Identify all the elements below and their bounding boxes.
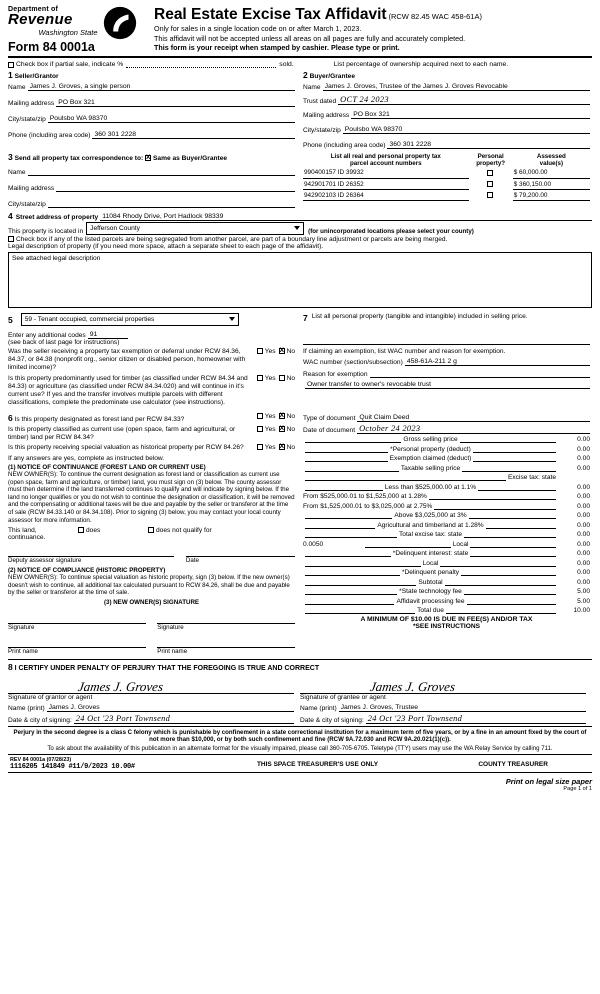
grantee-name-label: Name (print) [300,704,337,712]
current-use-question: Is this property classified as current use (open space, farm and agricultural, or timber) land per RCW 84.34? [8,425,236,442]
tax-line: Total excise tax: state 0.00 [303,530,590,538]
grantee-sig-label: Signature of grantee or agent [300,693,386,701]
correspondence-parcels-section [8,152,592,208]
see-instructions-note: *SEE INSTRUCTIONS [412,623,481,631]
notice-compliance-title: (2) NOTICE OF COMPLIANCE (HISTORIC PROPERTY) [8,566,166,574]
treasurer-use-label: THIS SPACE TREASURER'S USE ONLY [256,761,379,769]
personal-property-checkbox[interactable] [469,190,513,201]
assessed-value-cell[interactable]: $ 60,000.00 [513,168,590,179]
sec7-heading: List all personal property (tangible and intangible) included in selling price. [311,313,528,320]
tax-line: Less than $525,000.00 at 1.1% 0.00 [303,483,590,491]
does-not-label: does not qualify for [156,527,212,535]
grantor-date-label: Date & city of signing: [8,716,72,724]
agency-block [8,6,148,54]
agency-dept: Department of [8,6,59,13]
land-use-code-select[interactable]: 59 - Tenant occupied, commercial properties [21,313,239,326]
assessed-col-header: Assessed value(s) [536,153,566,167]
tax-line: Agricultural and timberland at 1.28% 0.00 [303,521,590,529]
partial-sale-sold-label: sold. [279,61,294,68]
reason-exemption-label: Reason for exemption [303,371,368,378]
parcel-number-cell[interactable]: 942901701 ID 26352 [303,179,469,190]
parcel-table [303,154,590,201]
seller-block [8,70,299,149]
same-as-buyer-label: Same as Buyer/Grantee [153,155,228,162]
does-label: does [86,527,101,535]
seller-heading: Seller/Grantor [14,73,59,80]
grantee-signature-mark[interactable]: James J. Groves [369,678,457,694]
deputy-assessor-label: Deputy assessor signature [8,557,82,565]
seller-number: 1 [8,70,13,80]
tax-line: *State technology fee 5.00 [303,587,590,595]
tax-computation-block [299,411,590,656]
parcel-number-cell[interactable]: 990400157 ID 39932 [303,168,469,179]
seller-mailing-field[interactable]: PO Box 321 [56,97,295,107]
usecode-number: 5 [8,314,13,325]
minimum-due-note: A MINIMUM OF $10.00 IS DUE IN FEE(S) AND/OR TAX [360,616,533,624]
tax-line: Affidavit processing fee 5.00 [303,597,590,605]
header-note-3: This form is your receipt when stamped by cashier. Please type or print. [154,43,400,53]
county-select[interactable]: Jefferson County [86,222,304,235]
assessed-value-cell[interactable]: $ 79,200.00 [513,190,590,201]
title-block [148,6,592,53]
continuance-label: continuance. [8,534,46,542]
same-as-buyer-checkbox[interactable] [145,155,151,161]
wac-number-field[interactable]: 458-61A-211 2 g [405,356,590,366]
legal-description-text: See attached legal description [12,255,101,262]
print-name-label-1: Print name [8,648,38,656]
usecode-block [8,312,299,408]
personal-col-header: Personal property? [476,153,506,167]
seller-name-field[interactable]: James J. Groves, a single person [28,81,295,91]
personal-property-field[interactable] [303,323,590,345]
doc-date-field[interactable]: October 24 2023 [357,424,590,434]
reason-exemption-spacer [370,368,590,378]
notice-compliance-body: NEW OWNER(S): To continue special valuation as historic property, sign (3) below. If the new owner(s) doesn't wish to continue, all additional tax calculated pursuant to RCW 84.26, shall be due and payable by the seller or transferor at the time of sale. [8,574,290,597]
table-row [303,179,590,190]
corr-citystate-field[interactable] [48,198,295,208]
correspondence-heading: Send all property tax correspondence to: [14,155,144,162]
doc-date-label: Date of document [303,426,356,434]
seller-name-label: Name [8,84,26,91]
assessed-value-cell[interactable]: $ 360,150.00 [513,179,590,190]
tax-line: From $525,000.01 to $1,525,000 at 1.28% 0.00 [303,493,590,501]
parcel-number-cell[interactable]: 942902103 ID 26364 [303,190,469,201]
buyer-heading: Buyer/Grantee [309,73,356,80]
additional-codes-note: (see back of last page for instructions) [8,339,120,346]
print-note: Print on legal size paper [505,777,592,787]
tax-line: Above $3,025,000 at 3% 0.00 [303,511,590,519]
tax-line: Local 0.00 [303,559,590,567]
legal-desc-label: Legal description of property (if you need more space, attach a separate sheet to each page of the affidavit). [8,243,324,250]
additional-codes-label: Enter any additional codes [8,332,86,339]
table-row [303,190,590,201]
chevron-down-icon [294,226,300,230]
deputy-assessor-signature-field[interactable] [8,548,174,557]
partial-sale-row [8,61,592,68]
sec7-number: 7 [303,313,308,323]
county-note: (for unincorporated locations please select your county) [308,228,474,235]
buyer-trust-label: Trust dated [303,98,337,105]
certification-section [8,659,592,724]
partial-sale-label: Check box if partial sale, indicate % [16,61,124,68]
street-address-field[interactable]: 11084 Rhody Drive, Port Hadlock 98339 [100,211,592,221]
document-header [8,6,592,58]
sec6-ifyes-note: If any answers are yes, complete as instructed below. [8,454,165,462]
tax-line: Subtotal 0.00 [303,578,590,586]
page-title: Real Estate Excise Tax Affidavit [154,6,387,23]
grantee-date-field[interactable]: 24 Oct '23 Port Townsend [366,714,586,724]
historic-question: Is this property receiving special valuation as historical property per RCW 84.26? [8,444,244,452]
seller-phone-label: Phone (including area code) [8,132,91,139]
personal-property-block [299,312,590,408]
county-treasurer-label: COUNTY TREASURER [478,761,548,769]
tax-line-total: Total due 10.00 [303,606,590,614]
tax-line: *Delinquent penalty 0.00 [303,568,590,576]
assessor-date-field[interactable] [186,548,295,557]
buyer-mailing-label: Mailing address [303,112,350,119]
forest-land-answer[interactable]: Yes X No [257,413,295,420]
forest-land-question: Is this property designated as forest land per RCW 84.33? [14,415,185,423]
corr-mailing-label: Mailing address [8,185,55,192]
segregate-label: Check box if any of the listed parcels are being segregated from another parcel, are part of a boundary line adjustment or parcels are being merged. [16,236,448,243]
ada-notice: To ask about the availability of this publication in an alternate format for the visually impaired, please call 360-705-6705. Teletype (TTY) users may use the WA Relay Service by calling 711. [47,744,553,752]
grantor-name-field[interactable]: James J. Groves [47,702,294,712]
grantor-signature-mark[interactable]: James J. Groves [77,678,165,694]
doc-type-label: Type of document [303,414,356,422]
this-land-label: This land, [8,527,37,535]
wac-number-label: WAC number (section/subsection) [303,359,403,366]
usecode-personal-section [8,312,592,408]
timber-ag-answer[interactable]: Yes No [257,375,295,382]
correspondence-number: 3 [8,152,13,162]
historic-answer[interactable]: Yes X No [257,444,295,451]
grantee-sig-col [300,678,592,724]
grantor-sig-label: Signature of grantor or agent [8,693,93,701]
exemption-answer[interactable]: Yes X No [257,348,295,355]
corr-mailing-field[interactable] [56,182,295,192]
seller-mailing-label: Mailing address [8,100,55,107]
property-address-section [8,211,592,308]
exemption-claim-label: If claiming an exemption, list WAC number and reason for exemption. [303,348,506,355]
segregate-checkbox[interactable] [8,236,14,242]
header-note-2: This affidavit will not be accepted unless all areas on all pages are fully and accurately completed. [154,33,466,43]
address-heading: Street address of property [15,214,99,221]
rev-number: REV 84 0001a (07/28/23) 1116205 141849 #11/9/2023 10.00# [10,757,135,772]
seller-phone-field[interactable]: 360 301 2228 [92,129,295,139]
buyer-citystate-field[interactable]: Poulsbo WA 98370 [343,124,590,134]
grantor-name-label: Name (print) [8,704,45,712]
does-not-qualify-checkbox[interactable] [148,527,154,533]
buyer-citystate-label: City/state/zip [303,127,341,134]
reason-exemption-field[interactable]: Owner transfer to owner's revocable trust [305,379,590,389]
sec6-tax-section [8,411,592,656]
title-rcw-ref: (RCW 82.45 WAC 458-61A) [388,12,482,21]
additional-codes-field[interactable]: 91 [88,329,128,339]
tax-line: *Delinquent interest: state 0.00 [303,549,590,557]
timber-ag-question: Is this property predominantly used for timber (as classified under RCW 84.34 and 84.33) or agriculture (as classified under RCW 84.34.020) and will continue in it's current use? If yes and the transfer involves multiple parcels with different classifications, complete the predominate use calculator (see instructions). [8,374,248,407]
address-number: 4 [8,211,13,221]
doc-type-field[interactable]: Quit Claim Deed [357,412,590,422]
parcel-col-header: List all real and personal property tax parcel account numbers [330,153,441,167]
table-row [303,168,590,179]
tax-line: Taxable selling price 0.00 [303,464,590,472]
ownership-pct-note: List percentage of ownership acquired next to each name. [333,61,509,68]
page-number: Page 1 of 1 [563,786,592,793]
chevron-down-icon [229,317,235,321]
agency-state: Washington State [38,28,98,37]
corr-citystate-label: City/state/zip [8,201,46,208]
header-note-1: Only for sales in a single location code on or after March 1, 2023. [154,24,362,33]
grantee-date-label: Date & city of signing: [300,716,364,724]
buyer-phone-field[interactable]: 360 301 2228 [387,139,590,149]
buyer-number: 2 [303,70,308,80]
new-owner-printname-field-1[interactable] [8,639,146,648]
personal-property-checkbox[interactable] [469,168,513,179]
personal-property-checkbox[interactable] [469,179,513,190]
assessor-date-label: Date [185,557,199,565]
tax-line: From $1,525,000.01 to $3,025,000 at 2.75% 0.00 [303,502,590,510]
partial-sale-checkbox[interactable] [8,62,14,68]
parcel-table-block [299,152,590,208]
treasurer-footer [8,754,592,773]
perjury-text: Perjury in the second degree is a class C felony which is punishable by confinement in a state correctional institution for a maximum term of five years, or by a fine in an amount fixed by the court of not more than $10,000, or by both such confinement and fine (RCW 9A.72.030 and RCW 9A.20.021(1)(c)). [13,728,587,744]
new-owner-signature-field-1[interactable] [8,615,146,624]
buyer-name-field[interactable]: James J. Groves, Trustee of the James J. Groves Revocable [323,81,590,91]
revenue-logo-icon [103,6,137,40]
barcode-text: 1116205 141849 #11/9/2023 10.00# [10,763,135,772]
seller-citystate-field[interactable]: Poulsbo WA 98370 [48,113,295,123]
notice-continuance-body: NEW OWNER(S): To continue the current designation as forest land or classification as current use (open space, farm and agriculture, or timber) land, you must sign on (3) below. The county assessor must then determine if the land transferred continues to qualify and will indicate by signing below. If the land no longer qualifies or you do not wish to continue the designation or classification, it will be removed and the compensating or additional taxes will be due and payable by the seller or transferor at the time of sale (RCW 84.33.140 or 84.34.108). Prior to signing (3) below, you may contact your local county assessor for more information. [8,471,295,524]
buyer-trust-date-field[interactable]: OCT 24 2023 [338,95,590,105]
agency-name: Revenue [8,11,73,28]
perjury-notice [8,726,592,753]
located-in-label: This property is located in [8,228,84,235]
corr-name-field[interactable] [28,166,295,176]
buyer-phone-label: Phone (including area code) [303,142,386,149]
tax-line: *Personal property (deduct) 0.00 [303,445,590,453]
seller-citystate-label: City/state/zip [8,116,46,123]
grantee-name-field[interactable]: James J. Groves, Trustee [339,702,586,712]
sec6-block [8,411,299,656]
tax-line: Gross selling price 0.00 [303,435,590,443]
certification-heading: I CERTIFY UNDER PENALTY OF PERJURY THAT THE FOREGOING IS TRUE AND CORRECT [14,664,320,672]
form-number: Form 84 0001a [8,40,95,54]
sec8-number: 8 [8,661,13,672]
new-owner-signature-field-2[interactable] [157,615,295,624]
parties-section [8,70,592,149]
buyer-name-label: Name [303,84,321,91]
print-name-label-2: Print name [157,648,188,656]
partial-sale-input[interactable] [126,61,276,68]
sec6-number: 6 [8,412,13,423]
notice-continuance-title: (1) NOTICE OF CONTINUANCE (FOREST LAND OR CURRENT USE) [8,463,206,471]
does-qualify-checkbox[interactable] [78,527,84,533]
buyer-block [299,70,590,149]
grantor-date-field[interactable]: 24 Oct '23 Port Townsend [74,714,294,724]
tax-line: Exemption claimed (deduct) 0.00 [303,454,590,462]
exemption-question: Was the seller receiving a property tax exemption or deferral under RCW 84.36, 84.37, or 84.38 (nonprofit org., senior citizen or disabled person, homeowner with limited income)? [8,348,246,372]
signature-label-1: Signature [8,624,35,632]
new-owner-printname-field-2[interactable] [157,639,295,648]
legal-description-box[interactable] [8,252,592,308]
corr-name-label: Name [8,169,26,176]
current-use-answer[interactable]: Yes X No [257,426,295,433]
tax-line-local: 0.0050 Local 0.00 [303,540,590,548]
buyer-mailing-field[interactable]: PO Box 321 [351,109,590,119]
correspondence-block [8,152,299,208]
tax-line: Excise tax: state [303,473,590,481]
signature-label-2: Signature [157,624,184,632]
grantor-sig-col [8,678,300,724]
new-owner-signature-title: (3) NEW OWNER(S) SIGNATURE [103,598,200,606]
